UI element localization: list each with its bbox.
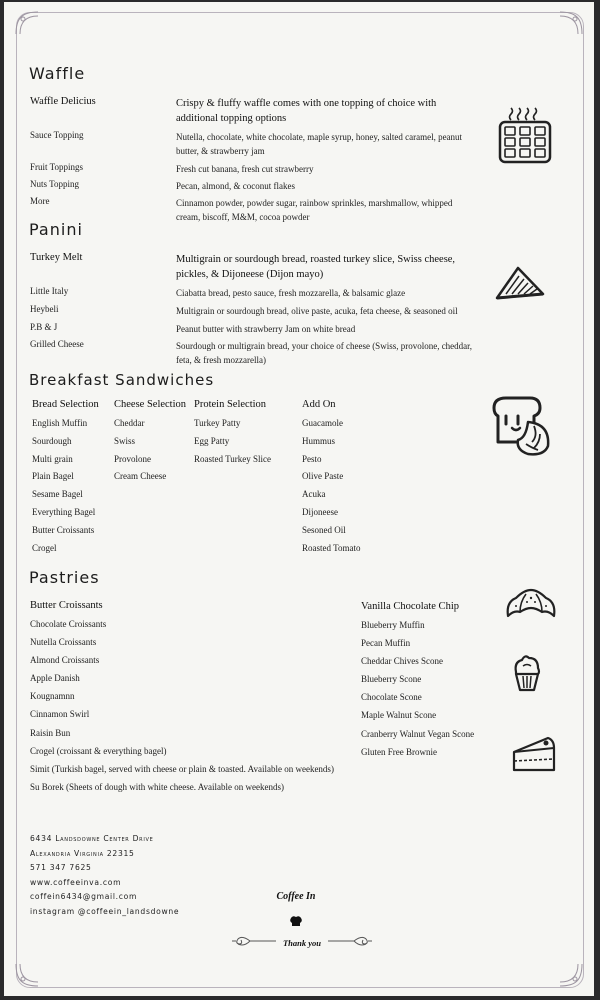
item-desc: Peanut butter with strawberry Jam on white bread	[176, 324, 356, 334]
phone-number: 571 347 7625	[30, 863, 92, 872]
item-name: More	[30, 196, 50, 206]
croissant-icon	[504, 588, 558, 622]
thank-you-text: Thank you	[282, 938, 322, 948]
list-item: Hummus	[302, 435, 336, 446]
list-item: Roasted Tomato	[302, 542, 361, 553]
column-header: Butter Croissants	[30, 600, 103, 611]
chef-hat-icon	[289, 915, 303, 927]
list-item: Apple Danish	[30, 673, 80, 684]
column-header: Bread Selection	[32, 399, 99, 410]
list-item: Butter Croissants	[32, 524, 95, 535]
cheese-column	[114, 399, 186, 487]
list-item: Multi grain	[32, 453, 73, 464]
item-name: Turkey Melt	[30, 252, 83, 263]
list-item: Su Borek (Sheets of dough with white cheese. Available on weekends)	[30, 781, 285, 792]
list-item: Guacamole	[302, 418, 343, 428]
list-item: Pesto	[302, 453, 322, 464]
list-item: Olive Paste	[302, 471, 344, 482]
list-item: Provolone	[114, 453, 151, 464]
contact-info	[30, 834, 179, 921]
list-item: Simit (Turkish bagel, served with cheese or plain & toasted. Available on weekends)	[30, 763, 334, 774]
item-name: Waffle Delicius	[30, 96, 96, 107]
list-item: Cream Cheese	[114, 471, 167, 482]
item-name: Nuts Topping	[30, 179, 79, 189]
corner-ornament-bottom-left	[14, 962, 40, 988]
menu-page	[4, 2, 594, 996]
list-item: Acuka	[302, 489, 326, 500]
list-item: Crogel	[32, 542, 57, 553]
list-item: Blueberry Muffin	[361, 620, 425, 630]
item-desc: Ciabatta bread, pesto sauce, fresh mozzarella, & balsamic glaze	[176, 288, 406, 298]
item-name: P.B & J	[30, 322, 58, 332]
item-desc: Pecan, almond, & coconut flakes	[176, 181, 295, 191]
list-item: Dijoneese	[302, 506, 338, 517]
list-item: Plain Bagel	[32, 471, 74, 482]
address-line-2: Alexandria Virginia 22315	[30, 848, 135, 858]
waffle-icon	[497, 106, 553, 164]
list-item: Egg Patty	[194, 435, 230, 446]
pastries-left-column	[30, 600, 334, 798]
column-header: Vanilla Chocolate Chip	[361, 601, 459, 612]
panini-title: Panini	[29, 220, 83, 239]
pastries-title: Pastries	[29, 568, 100, 587]
column-header: Cheese Selection	[114, 399, 187, 410]
list-item: Sesame Bagel	[32, 489, 83, 500]
website-link[interactable]: www.coffeeinva.com	[30, 877, 122, 887]
list-item: Turkey Patty	[194, 418, 241, 428]
brand-name: Coffee In	[276, 891, 316, 902]
list-item: Raisin Bun	[30, 727, 71, 738]
item-name: Fruit Toppings	[30, 162, 83, 172]
list-item: Pecan Muffin	[361, 638, 411, 649]
list-item: Almond Croissants	[30, 655, 100, 666]
item-desc: Multigrain or sourdough bread, olive paste, acuka, feta cheese, & seasoned oil	[176, 306, 458, 316]
list-item: Nutella Croissants	[30, 637, 97, 648]
list-item: Gluten Free Brownie	[361, 746, 437, 757]
item-desc: Multigrain or sourdough bread, roasted turkey slice, Swiss cheese, pickles, & Dijoneese (Dijon mayo)	[176, 254, 456, 280]
list-item: Kougnamnn	[30, 691, 75, 702]
item-name: Sauce Topping	[30, 130, 84, 140]
list-item: Roasted Turkey Slice	[194, 453, 272, 464]
sandwich-icon	[494, 264, 546, 302]
bread-column	[32, 399, 99, 558]
list-item: Chocolate Scone	[361, 692, 422, 703]
list-item: Everything Bagel	[32, 506, 96, 517]
item-name: Grilled Cheese	[30, 339, 84, 349]
list-item: Swiss	[114, 435, 136, 446]
protein-column	[194, 399, 271, 469]
list-item: Crogel (croissant & everything bagel)	[30, 745, 167, 756]
pastries-right-column	[361, 601, 474, 763]
item-desc: Cinnamon powder, powder sugar, rainbow sprinkles, marshmallow, whipped cream, biscoff, M&M, cocoa powder	[176, 198, 453, 222]
address-line-1: 6434 Landsdowne Center Drive	[30, 834, 154, 843]
addon-column	[302, 399, 360, 558]
column-header: Add On	[302, 399, 336, 410]
corner-ornament-top-left	[14, 10, 40, 36]
list-item: Cheddar Chives Scone	[361, 656, 443, 667]
item-name: Heybeli	[30, 304, 59, 314]
item-desc: Nutella, chocolate, white chocolate, maple syrup, honey, salted caramel, peanut butter, & strawberry jam	[176, 132, 463, 156]
item-name: Little Italy	[30, 286, 69, 296]
corner-ornament-bottom-right	[558, 962, 584, 988]
item-desc: Crispy & fluffy waffle comes with one topping of choice with additional topping options	[176, 98, 437, 124]
item-desc: Fresh cut banana, fresh cut strawberry	[176, 164, 314, 174]
list-item: English Muffin	[32, 418, 88, 428]
list-item: Blueberry Scone	[361, 674, 422, 685]
list-item: Cinnamon Swirl	[30, 709, 90, 720]
muffin-icon	[512, 654, 542, 692]
list-item: Chocolate Croissants	[30, 619, 107, 629]
list-item: Cheddar	[114, 418, 145, 428]
cake-slice-icon	[510, 734, 556, 774]
list-item: Cranberry Walnut Vegan Scone	[361, 728, 475, 739]
flourish-right-icon	[326, 934, 374, 948]
breakfast-title: Breakfast Sandwiches	[29, 371, 215, 389]
waffle-title: Waffle	[29, 64, 86, 83]
email-link[interactable]: coffein6434@gmail.com	[30, 892, 138, 901]
instagram-link[interactable]: instagram @coffeein_landsdowne	[30, 906, 180, 916]
list-item: Maple Walnut Scone	[361, 710, 437, 721]
item-desc: Sourdough or multigrain bread, your choice of cheese (Swiss, provolone, cheddar, feta, & fresh mozzarella)	[176, 341, 473, 365]
bread-croissant-icon	[488, 392, 558, 462]
corner-ornament-top-right	[558, 10, 584, 36]
list-item: Sourdough	[32, 435, 72, 446]
list-item: Sesoned Oil	[302, 524, 346, 535]
column-header: Protein Selection	[194, 399, 267, 410]
